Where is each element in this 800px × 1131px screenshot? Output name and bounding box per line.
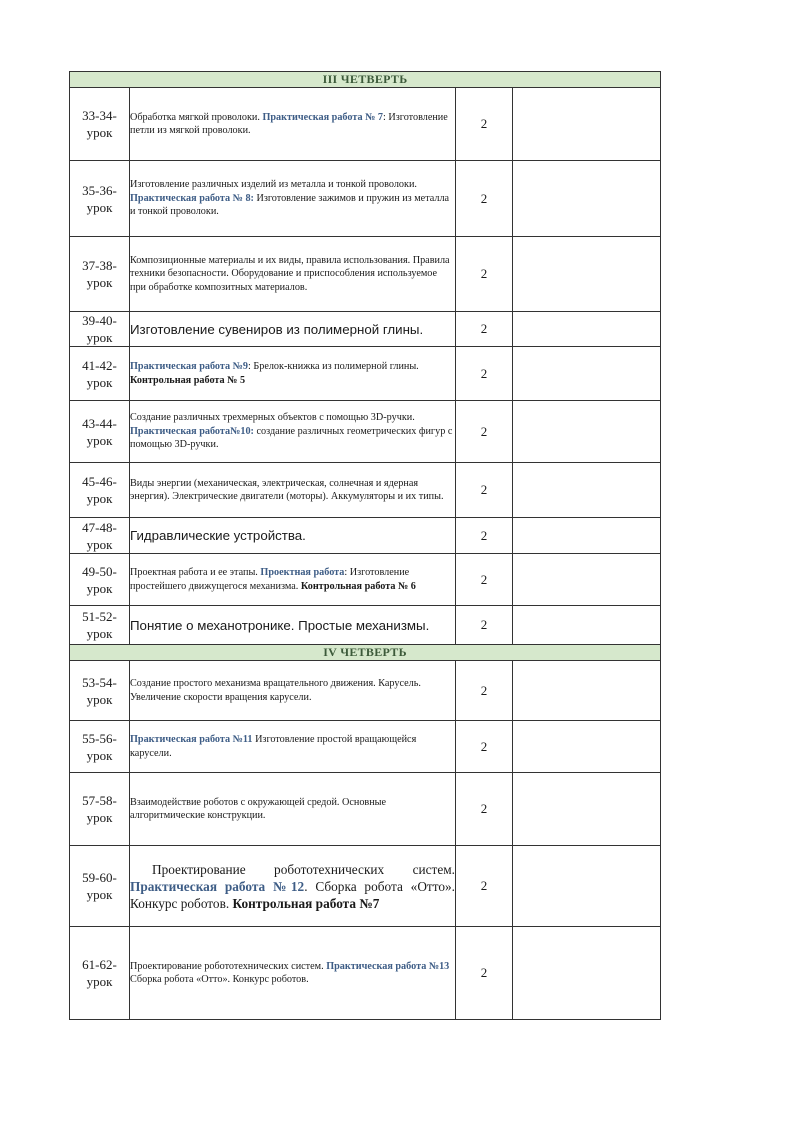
lesson-number: 33-34-урок (70, 88, 130, 161)
lesson-plan-table (69, 71, 661, 1020)
lesson-topic (130, 554, 456, 606)
lesson-hours: 2 (456, 773, 513, 846)
lesson-number: 39-40-урок (70, 312, 130, 347)
topic-text: Изготовление различных изделий из металла и тонкой проволоки. (130, 179, 417, 191)
lesson-hours: 2 (456, 846, 513, 927)
practical-work-label: Практическая работа№10: (130, 425, 254, 437)
lesson-number: 51-52-урок (70, 606, 130, 645)
practical-work-label: Практическая работа № 8: (130, 192, 254, 204)
topic-text: Изготовление простой вращающейся карусели. (130, 734, 417, 759)
lesson-number: 59-60-урок (70, 846, 130, 927)
lesson-topic (130, 88, 456, 161)
lesson-hours: 2 (456, 606, 513, 645)
lesson-number: 49-50-урок (70, 554, 130, 606)
notes-cell (513, 88, 661, 161)
notes-cell (513, 661, 661, 721)
table-row (70, 312, 661, 347)
notes-cell (513, 347, 661, 401)
quarter-title: IV ЧЕТВЕРТЬ (70, 645, 661, 661)
lesson-number: 61-62-урок (70, 927, 130, 1020)
notes-cell (513, 606, 661, 645)
lesson-number: 37-38-урок (70, 237, 130, 312)
lesson-number: 47-48-урок (70, 518, 130, 554)
notes-cell (513, 773, 661, 846)
lesson-topic (130, 721, 456, 773)
table-row (70, 554, 661, 606)
table-row (70, 927, 661, 1020)
lesson-hours: 2 (456, 88, 513, 161)
lesson-topic: Изготовление сувениров из полимерной глины. (130, 312, 456, 347)
lesson-topic: Создание простого механизма вращательного движения. Карусель. Увеличение скорости вращения карусели. (130, 661, 456, 721)
topic-text: создание различных геометрических фигур с помощью 3D-ручки. (130, 425, 453, 451)
topic-text: Проектная работа и ее этапы. (130, 567, 261, 578)
lesson-topic: Виды энергии (механическая, электрическая, солнечная и ядерная энергия). Электрические двигатели (моторы). Аккумуляторы и их типы. (130, 463, 456, 518)
topic-text: Создание различных трехмерных объектов с помощью 3D-ручки. (130, 412, 415, 424)
lesson-topic: Гидравлические устройства. (130, 518, 456, 554)
lesson-hours: 2 (456, 721, 513, 773)
practical-work-label: Практическая работа № 7 (262, 111, 384, 123)
table-row (70, 773, 661, 846)
practical-work-label: Практическая работа №12 (130, 878, 305, 894)
lesson-hours: 2 (456, 661, 513, 721)
lesson-hours: 2 (456, 463, 513, 518)
topic-text: Изготовление зажимов и пружин из металла и тонкой проволоки. (130, 192, 450, 218)
notes-cell (513, 237, 661, 312)
table-row (70, 846, 661, 927)
table-row (70, 721, 661, 773)
lesson-number: 55-56-урок (70, 721, 130, 773)
topic-text: Проектирование робототехнических систем. (130, 960, 327, 972)
table-row (70, 161, 661, 237)
lesson-topic (130, 927, 456, 1020)
lesson-number: 53-54-урок (70, 661, 130, 721)
control-work-label: Контрольная работа № 6 (300, 580, 416, 592)
quarter-header-row (70, 72, 661, 88)
lesson-topic: Понятие о механотронике. Простые механизмы. (130, 606, 456, 645)
lesson-topic: Взаимодействие роботов с окружающей средой. Основные алгоритмические конструкции. (130, 773, 456, 846)
table-row (70, 237, 661, 312)
lesson-topic (130, 347, 456, 401)
lesson-hours: 2 (456, 161, 513, 237)
lesson-topic: Композиционные материалы и их виды, правила использования. Правила техники безопасности. Оборудование и приспособления используемое при обработке композитных материалов. (130, 237, 456, 312)
quarter-header-row (70, 645, 661, 661)
notes-cell (513, 927, 661, 1020)
practical-work-label: Практическая работа №11 (130, 734, 253, 745)
notes-cell (513, 554, 661, 606)
lesson-hours: 2 (456, 347, 513, 401)
lesson-hours: 2 (456, 554, 513, 606)
table-row (70, 606, 661, 645)
table-row (70, 347, 661, 401)
lesson-number: 45-46-урок (70, 463, 130, 518)
notes-cell (513, 846, 661, 927)
practical-work-label: Практическая работа №13 (326, 960, 450, 972)
notes-cell (513, 518, 661, 554)
lesson-number: 35-36-урок (70, 161, 130, 237)
project-work-label: Проектная работа (260, 567, 345, 578)
table-row (70, 518, 661, 554)
topic-text: Проектирование робототехнических систем. (152, 861, 455, 877)
quarter-title: III ЧЕТВЕРТЬ (70, 72, 661, 88)
lesson-number: 41-42-урок (70, 347, 130, 401)
topic-text: : Изготовление петли из мягкой проволоки. (130, 111, 448, 136)
notes-cell (513, 312, 661, 347)
lesson-hours: 2 (456, 312, 513, 347)
topic-text: Обработка мягкой проволоки. (130, 111, 263, 123)
notes-cell (513, 721, 661, 773)
lesson-hours: 2 (456, 518, 513, 554)
lesson-number: 43-44-урок (70, 401, 130, 463)
practical-work-label: Практическая работа №9 (130, 361, 248, 372)
lesson-number: 57-58-урок (70, 773, 130, 846)
table-row (70, 88, 661, 161)
lesson-topic (130, 846, 456, 927)
topic-text: : Брелок-книжка из полимерной глины. (248, 361, 419, 372)
table-row (70, 661, 661, 721)
lesson-hours: 2 (456, 401, 513, 463)
lesson-hours: 2 (456, 927, 513, 1020)
notes-cell (513, 401, 661, 463)
table-row (70, 463, 661, 518)
topic-text: : Изготовление простейшего движущегося механизма. (130, 567, 410, 592)
topic-text: Сборка робота «Отто». Конкурс роботов. (130, 974, 309, 985)
topic-text: . Сборка робота «Отто». Конкурс роботов. (130, 878, 455, 911)
control-work-label: Контрольная работа № 5 (130, 374, 246, 386)
lesson-topic (130, 161, 456, 237)
lesson-hours: 2 (456, 237, 513, 312)
table-row (70, 401, 661, 463)
control-work-label: Контрольная работа №7 (232, 895, 380, 911)
lesson-topic (130, 401, 456, 463)
notes-cell (513, 161, 661, 237)
notes-cell (513, 463, 661, 518)
